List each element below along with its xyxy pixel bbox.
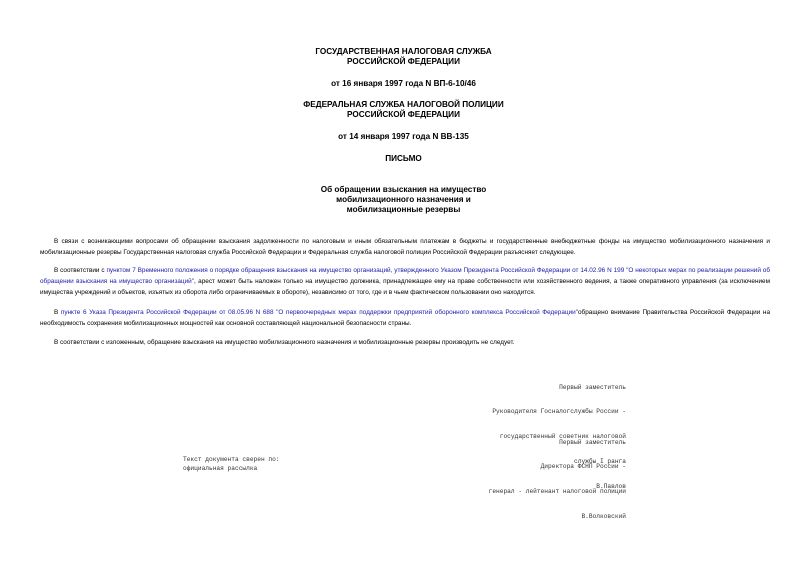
decree-199-link[interactable]: пунктом 7 Временного положения о порядке обращения взыскания на имущество организаций, утвержденного Указом Президента Российской Федерации от 14.02.96 N 199 "О некоторых мерах по реализации решений об обращении взыскания на имущество организаций" <box>40 267 770 285</box>
issuer-2 <box>0 100 807 120</box>
paragraph-2-suffix: , арест может быть наложен только на имущество должника, принадлежащее ему на праве собственности или хозяйственного ведения, а также оперативного управления (за исключением имущества учреждений и объектов, изъятых из оборота либо ограничиваемых в обороте), независимо от того, где и в чьем фактическом пользовании оно находится. <box>40 278 770 296</box>
signature-1-line-3: государственный советник налоговой <box>499 433 626 441</box>
paragraph-4 <box>40 337 770 348</box>
paragraph-1-text: В связи с возникающими вопросами об обращении взыскания задолженности по налоговым и иным обязательным платежам в бюджеты и государственные внебюджетные фонды на имущество мобилизационного назначения и мобилизационные резервы Государственная налоговая служба Российской Федерации и Федеральная служба налоговой полиции Российской Федерации разъясняет следующее. <box>40 238 770 256</box>
signature-2-line-2: Директора ФСНП России - <box>540 463 626 471</box>
paragraph-3-text <box>40 307 770 329</box>
issuer-1-date: от 16 января 1997 года N ВП-6-10/46 <box>331 79 476 88</box>
signature-2-name: В.Волковский <box>581 513 626 521</box>
paragraph-2-text <box>40 265 770 298</box>
issuer-2-line-2: РОССИЙСКОЙ ФЕДЕРАЦИИ <box>347 110 460 119</box>
signature-1-name: В.Павлов <box>596 483 626 491</box>
title-line-1: Об обращении взыскания на имущество <box>320 185 487 194</box>
issuer-2-line-1: ФЕДЕРАЛЬНАЯ СЛУЖБА НАЛОГОВОЙ ПОЛИЦИИ <box>303 100 504 109</box>
verification-note-line-2: официальная рассылка <box>183 464 258 472</box>
signature-2-line-1: Первый заместитель <box>559 438 626 446</box>
signature-1-line-1: Первый заместитель <box>559 383 626 391</box>
document-title <box>0 185 807 215</box>
issuer-1-line-1: ГОСУДАРСТВЕННАЯ НАЛОГОВАЯ СЛУЖБА <box>315 47 492 56</box>
verification-note-line-1: Текст документа сверен по: <box>183 456 280 463</box>
signature-2-line-3: генерал - лейтенант налоговой полиции <box>488 488 626 496</box>
signature-block-2 <box>489 422 626 538</box>
signature-1-line-4: службы I ранга <box>574 458 626 466</box>
paragraph-3 <box>40 307 770 329</box>
paragraph-3-suffix: обращено внимание Правительства Российской Федерации на необходимость сохранения мобилизационных мощностей как основной составляющей национальной безопасности страны. <box>40 309 770 327</box>
title-line-2: мобилизационного назначения и <box>336 195 471 204</box>
issuer-1-line-2: РОССИЙСКОЙ ФЕДЕРАЦИИ <box>347 57 460 66</box>
paragraph-3-prefix: В <box>54 309 61 316</box>
verification-note <box>183 456 280 473</box>
signature-1-line-2: Руководителя Госналогслужбы России - <box>492 408 626 416</box>
paragraph-4-text: В соответствии с изложенным, обращение взыскания на имущество мобилизационного назначения и мобилизационные резервы производить не следует. <box>54 339 515 346</box>
issuer-2-date: от 14 января 1997 года N ВВ-135 <box>338 132 469 141</box>
title-line-3: мобилизационные резервы <box>346 205 461 214</box>
paragraph-2 <box>40 265 770 298</box>
issuer-1 <box>0 47 807 67</box>
document-type: ПИСЬМО <box>385 154 422 163</box>
paragraph-2-prefix: В соответствии с <box>54 267 107 274</box>
paragraph-1 <box>40 236 770 258</box>
decree-688-link[interactable]: пункте 6 Указа Президента Российской Федерации от 08.05.96 N 688 "О первоочередных мерах поддержки предприятий оборонного комплекса Российской Федерации" <box>60 309 578 316</box>
